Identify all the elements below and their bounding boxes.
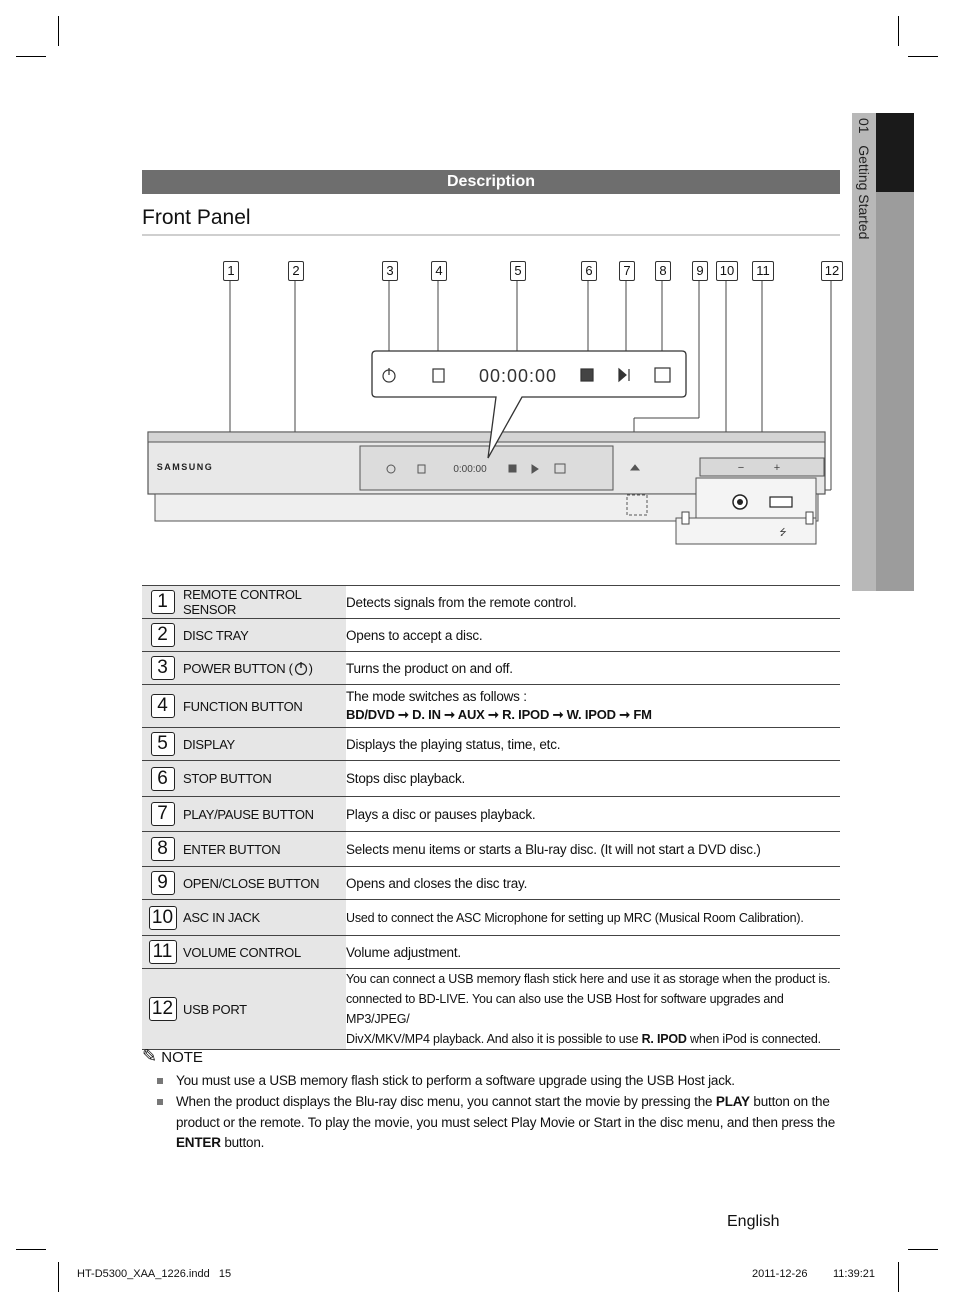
- note-item-2-end: button.: [220, 1135, 265, 1150]
- row-number: 7: [151, 802, 175, 826]
- row-name: DISC TRAY: [183, 619, 346, 652]
- footer-date: 2011-12-26: [752, 1268, 808, 1280]
- row-name: PLAY/PAUSE BUTTON: [183, 797, 346, 832]
- footer-time: 11:39:21: [833, 1268, 876, 1280]
- usb-desc-line3-text: DivX/MKV/MP4 playback. And also it is possible to use: [346, 1032, 642, 1046]
- footer-file: HT-D5300_XAA_1226.indd 15: [77, 1268, 232, 1280]
- table-row: [142, 867, 840, 900]
- table-row: [142, 900, 840, 936]
- callout-9: 9: [692, 261, 708, 281]
- row-name: USB PORT: [183, 969, 346, 1050]
- note-item-2: [176, 1092, 840, 1154]
- usb-desc-line3-bold: R. IPOD: [641, 1032, 687, 1046]
- row-description: Plays a disc or pauses playback.: [346, 797, 840, 832]
- row-description: Stops disc playback.: [346, 761, 840, 797]
- row-description: Used to connect the ASC Microphone for setting up MRC (Musical Room Calibration).: [346, 900, 840, 936]
- section-title: Front Panel: [142, 206, 251, 229]
- bullet-icon: [157, 1099, 163, 1105]
- callout-7: 7: [619, 261, 635, 281]
- bullet-icon: [157, 1078, 163, 1084]
- row-number: 10: [149, 906, 177, 930]
- row-number: 8: [151, 837, 175, 861]
- table-row: [142, 728, 840, 761]
- callout-4: 4: [431, 261, 447, 281]
- note-heading: [142, 1046, 203, 1067]
- note-title: NOTE: [161, 1049, 203, 1066]
- row-description: Turns the product on and off.: [346, 652, 840, 685]
- callout-12: 12: [821, 261, 843, 281]
- table-row: [142, 936, 840, 969]
- row-name: FUNCTION BUTTON: [183, 685, 346, 728]
- row-name-text: POWER BUTTON (: [183, 661, 293, 676]
- row-name: ENTER BUTTON: [183, 832, 346, 867]
- row-number: 11: [149, 940, 177, 964]
- brand-logo: SAMSUNG: [156, 462, 214, 472]
- function-mode-sequence: BD/DVD ➞ D. IN ➞ AUX ➞ R. IPOD ➞ W. IPOD ➞ FM: [346, 707, 652, 722]
- row-number: 4: [151, 694, 175, 718]
- table-row: [142, 586, 840, 619]
- crop-mark: [58, 16, 59, 46]
- description-header: Description: [142, 170, 840, 194]
- crop-mark: [16, 1249, 46, 1250]
- usb-icon: ⭍: [779, 527, 787, 537]
- row-description: Detects signals from the remote control.: [346, 586, 840, 619]
- callout-1: 1: [223, 261, 239, 281]
- table-row: [142, 832, 840, 867]
- chapter-tab[interactable]: [852, 118, 874, 418]
- note-item-2-text: When the product displays the Blu-ray disc menu, you cannot start the movie by pressing the: [176, 1094, 716, 1109]
- crop-mark: [898, 16, 899, 46]
- callout-11: 11: [752, 261, 774, 281]
- row-description: [346, 685, 840, 728]
- row-description: Opens and closes the disc tray.: [346, 867, 840, 900]
- callout-3: 3: [382, 261, 398, 281]
- section-rule: [142, 234, 840, 236]
- row-name: OPEN/CLOSE BUTTON: [183, 867, 346, 900]
- volume-plus-label: +: [773, 462, 781, 474]
- row-name: VOLUME CONTROL: [183, 936, 346, 969]
- callout-2: 2: [288, 261, 304, 281]
- table-row: [142, 619, 840, 652]
- crop-mark: [58, 1262, 59, 1292]
- note-item-2-middle: button on the product or the remote. To play the movie, you must select Play Movie or Start in the disc menu, and then press the: [176, 1094, 836, 1130]
- play-keyword: PLAY: [715, 1094, 750, 1109]
- chapter-number: 01: [856, 118, 872, 134]
- usb-desc-line1: You can connect a USB memory flash stick here and use it as storage when the product is.: [346, 972, 831, 986]
- row-number: 1: [151, 590, 175, 614]
- row-number: 6: [151, 767, 175, 791]
- note-item-1: You must use a USB memory flash stick to perform a software upgrade using the USB Host jack.: [176, 1073, 735, 1088]
- front-panel-table: [142, 585, 840, 1050]
- panel-display-text: 0:00:00: [453, 464, 487, 475]
- usb-desc-line2: connected to BD-LIVE. You can also use the USB Host for software upgrades and MP3/JPEG/: [346, 992, 784, 1026]
- row-description: Opens to accept a disc.: [346, 619, 840, 652]
- row-number: 5: [151, 732, 175, 756]
- usb-desc-line3-end: when iPod is connected.: [686, 1032, 821, 1046]
- row-description: Volume adjustment.: [346, 936, 840, 969]
- row-number: 9: [151, 871, 175, 895]
- page-language: English: [727, 1213, 780, 1230]
- crop-mark: [908, 1249, 938, 1250]
- usb-desc-line3: [346, 1029, 840, 1049]
- row-description: [346, 969, 840, 1050]
- table-row: [142, 797, 840, 832]
- table-row: [142, 685, 840, 728]
- volume-minus-label: −: [737, 462, 745, 474]
- front-panel-diagram: [140, 255, 850, 555]
- row-description: Selects menu items or starts a Blu-ray disc. (It will not start a DVD disc.): [346, 832, 840, 867]
- row-name: REMOTE CONTROL SENSOR: [183, 586, 346, 619]
- callout-8: 8: [655, 261, 671, 281]
- chapter-label: Getting Started: [856, 145, 872, 240]
- table-row: [142, 969, 840, 1050]
- row-name: ASC IN JACK: [183, 900, 346, 936]
- row-name-suffix: ): [308, 661, 313, 676]
- display-text: 00:00:00: [478, 366, 558, 386]
- row-description: Displays the playing status, time, etc.: [346, 728, 840, 761]
- row-name: DISPLAY: [183, 728, 346, 761]
- crop-mark: [898, 1262, 899, 1292]
- enter-keyword: ENTER: [176, 1135, 221, 1150]
- pencil-icon: ✎: [142, 1046, 158, 1066]
- crop-mark: [16, 56, 46, 57]
- power-icon: [293, 660, 309, 676]
- crop-mark: [908, 56, 938, 57]
- table-row: [142, 652, 840, 685]
- row-number: 2: [151, 623, 175, 647]
- chapter-tab-shade: [876, 192, 914, 591]
- chapter-tab-marker: [876, 113, 914, 192]
- callout-10: 10: [716, 261, 738, 281]
- callout-5: 5: [510, 261, 526, 281]
- row-number: 3: [151, 656, 175, 680]
- callout-6: 6: [581, 261, 597, 281]
- row-name: STOP BUTTON: [183, 761, 346, 797]
- table-row: [142, 761, 840, 797]
- row-name: [183, 652, 346, 685]
- row-description-line1: The mode switches as follows :: [346, 689, 527, 704]
- row-number: 12: [149, 997, 177, 1021]
